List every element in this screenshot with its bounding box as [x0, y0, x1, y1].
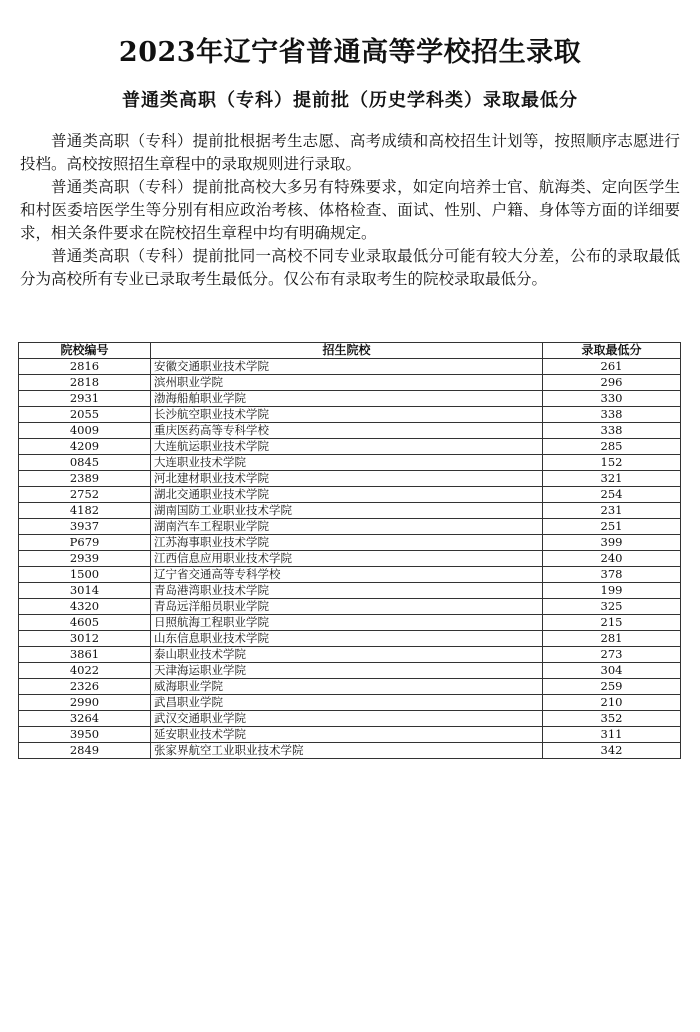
school-code-cell: 3937 [19, 519, 151, 535]
min-score-cell: 330 [543, 391, 681, 407]
table-row [19, 615, 681, 631]
table-row [19, 471, 681, 487]
school-code-cell: 4182 [19, 503, 151, 519]
school-name-cell: 青岛远洋船员职业学院 [151, 599, 543, 615]
school-code-cell: 3264 [19, 711, 151, 727]
table-row [19, 647, 681, 663]
table-row [19, 439, 681, 455]
school-code-cell: P679 [19, 535, 151, 551]
table-row [19, 551, 681, 567]
school-code-cell: 0845 [19, 455, 151, 471]
min-score-cell: 231 [543, 503, 681, 519]
header-school-code: 院校编号 [19, 343, 151, 359]
min-score-cell: 251 [543, 519, 681, 535]
table-row [19, 375, 681, 391]
table-row [19, 679, 681, 695]
table-row [19, 727, 681, 743]
table-row [19, 407, 681, 423]
school-code-cell: 1500 [19, 567, 151, 583]
paragraph: 普通类高职（专科）提前批根据考生志愿、高考成绩和高校招生计划等，按照顺序志愿进行投档。高校按照招生章程中的录取规则进行录取。 [20, 132, 680, 173]
school-name-cell: 武昌职业学院 [151, 695, 543, 711]
table-row [19, 583, 681, 599]
table-row [19, 455, 681, 471]
intro-text [20, 130, 680, 291]
school-code-cell: 4320 [19, 599, 151, 615]
school-name-cell: 河北建材职业技术学院 [151, 471, 543, 487]
min-score-cell: 215 [543, 615, 681, 631]
school-name-cell: 武汉交通职业学院 [151, 711, 543, 727]
table-row [19, 535, 681, 551]
min-score-cell: 325 [543, 599, 681, 615]
school-code-cell: 4009 [19, 423, 151, 439]
school-code-cell: 4022 [19, 663, 151, 679]
school-name-cell: 山东信息职业技术学院 [151, 631, 543, 647]
table-row [19, 519, 681, 535]
school-code-cell: 3014 [19, 583, 151, 599]
school-name-cell: 泰山职业技术学院 [151, 647, 543, 663]
table-row [19, 695, 681, 711]
school-name-cell: 滨州职业学院 [151, 375, 543, 391]
school-code-cell: 2939 [19, 551, 151, 567]
table-row [19, 423, 681, 439]
school-code-cell: 4209 [19, 439, 151, 455]
min-score-cell: 352 [543, 711, 681, 727]
school-code-cell: 2752 [19, 487, 151, 503]
school-code-cell: 3950 [19, 727, 151, 743]
paragraph: 普通类高职（专科）提前批同一高校不同专业录取最低分可能有较大分差，公布的录取最低分为高校所有专业已录取考生最低分。仅公布有录取考生的院校录取最低分。 [20, 247, 680, 288]
table-row [19, 599, 681, 615]
school-name-cell: 辽宁省交通高等专科学校 [151, 567, 543, 583]
table-header-row [19, 343, 681, 359]
table-row [19, 503, 681, 519]
school-name-cell: 大连航运职业技术学院 [151, 439, 543, 455]
paragraph: 普通类高职（专科）提前批高校大多另有特殊要求，如定向培养士官、航海类、定向医学生和村医委培医学生等分别有相应政治考核、体格检查、面试、性别、户籍、身体等方面的详细要求，相关条件要求在院校招生章程中均有明确规定。 [20, 178, 680, 242]
min-score-cell: 321 [543, 471, 681, 487]
admission-score-table [18, 342, 681, 759]
school-name-cell: 湖南国防工业职业技术学院 [151, 503, 543, 519]
min-score-cell: 311 [543, 727, 681, 743]
school-code-cell: 2990 [19, 695, 151, 711]
school-name-cell: 湖南汽车工程职业学院 [151, 519, 543, 535]
min-score-cell: 342 [543, 743, 681, 759]
min-score-cell: 281 [543, 631, 681, 647]
school-code-cell: 2849 [19, 743, 151, 759]
school-name-cell: 日照航海工程职业学院 [151, 615, 543, 631]
min-score-cell: 338 [543, 423, 681, 439]
school-name-cell: 湖北交通职业技术学院 [151, 487, 543, 503]
min-score-cell: 254 [543, 487, 681, 503]
min-score-cell: 399 [543, 535, 681, 551]
table-row [19, 743, 681, 759]
min-score-cell: 338 [543, 407, 681, 423]
school-code-cell: 2816 [19, 359, 151, 375]
min-score-cell: 210 [543, 695, 681, 711]
table-row [19, 567, 681, 583]
table-body [19, 359, 681, 759]
header-school-name: 招生院校 [151, 343, 543, 359]
school-name-cell: 青岛港湾职业技术学院 [151, 583, 543, 599]
min-score-cell: 152 [543, 455, 681, 471]
min-score-cell: 285 [543, 439, 681, 455]
min-score-cell: 273 [543, 647, 681, 663]
school-name-cell: 延安职业技术学院 [151, 727, 543, 743]
header-min-score: 录取最低分 [543, 343, 681, 359]
school-code-cell: 2326 [19, 679, 151, 695]
school-name-cell: 江西信息应用职业技术学院 [151, 551, 543, 567]
table-row [19, 711, 681, 727]
school-name-cell: 天津海运职业学院 [151, 663, 543, 679]
table-row [19, 359, 681, 375]
school-code-cell: 4605 [19, 615, 151, 631]
min-score-cell: 261 [543, 359, 681, 375]
school-name-cell: 大连职业技术学院 [151, 455, 543, 471]
min-score-cell: 304 [543, 663, 681, 679]
school-name-cell: 安徽交通职业技术学院 [151, 359, 543, 375]
school-code-cell: 3861 [19, 647, 151, 663]
table-row [19, 631, 681, 647]
document-subtitle: 普通类高职（专科）提前批（历史学科类）录取最低分 [122, 90, 578, 111]
table-row [19, 391, 681, 407]
school-code-cell: 2818 [19, 375, 151, 391]
min-score-cell: 199 [543, 583, 681, 599]
table-row [19, 663, 681, 679]
school-name-cell: 重庆医药高等专科学校 [151, 423, 543, 439]
school-code-cell: 2055 [19, 407, 151, 423]
school-name-cell: 渤海船舶职业学院 [151, 391, 543, 407]
school-code-cell: 2931 [19, 391, 151, 407]
school-code-cell: 3012 [19, 631, 151, 647]
school-name-cell: 长沙航空职业技术学院 [151, 407, 543, 423]
table-row [19, 487, 681, 503]
school-name-cell: 张家界航空工业职业技术学院 [151, 743, 543, 759]
min-score-cell: 259 [543, 679, 681, 695]
school-name-cell: 江苏海事职业技术学院 [151, 535, 543, 551]
min-score-cell: 378 [543, 567, 681, 583]
document-title: 2023年辽宁省普通高等学校招生录取 [118, 37, 582, 68]
school-code-cell: 2389 [19, 471, 151, 487]
min-score-cell: 240 [543, 551, 681, 567]
min-score-cell: 296 [543, 375, 681, 391]
school-name-cell: 威海职业学院 [151, 679, 543, 695]
